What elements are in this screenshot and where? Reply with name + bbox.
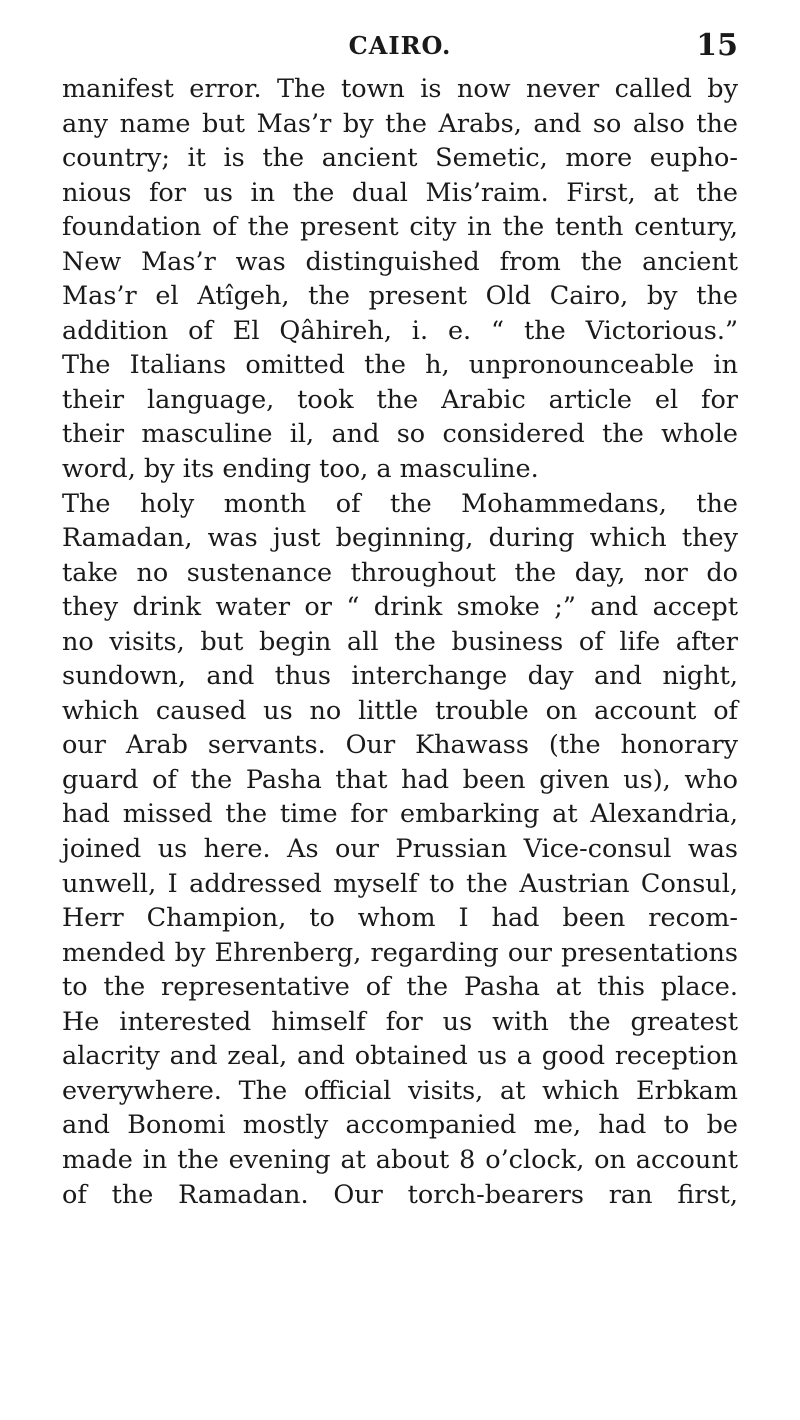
page-number: 15 <box>696 28 738 63</box>
text-line: He interested himself for us with the greatest <box>62 1006 738 1037</box>
text-line: everywhere. The official visits, at which Erbkam <box>62 1075 738 1106</box>
text-line: foundation of the present city in the tenth century, <box>62 212 738 243</box>
text-line: New Mas’r was distinguished from the ancient <box>62 246 738 277</box>
text-line: alacrity and zeal, and obtained us a good reception <box>62 1041 738 1072</box>
text-line: joined us here. As our Prussian Vice-consul was <box>62 834 738 865</box>
text-line: The Italians omitted the h, unpronounceable in <box>62 350 738 381</box>
text-line: our Arab servants. Our Khawass (the honorary <box>62 730 738 761</box>
text-line: addition of El Qâhireh, i. e. “ the Victorious.” <box>62 315 738 346</box>
text-line: Mas’r el Atîgeh, the present Old Cairo, by the <box>62 281 738 312</box>
text-line: their language, took the Arabic article el for <box>62 384 738 415</box>
text-line: which caused us no little trouble on account of <box>62 695 738 726</box>
text-line: mended by Ehrenberg, regarding our presentations <box>62 937 738 968</box>
text-line: they drink water or “ drink smoke ;” and accept <box>62 592 738 623</box>
text-line: unwell, I addressed myself to the Austrian Consul, <box>62 868 738 899</box>
text-line: country; it is the ancient Semetic, more eupho- <box>62 143 738 174</box>
text-line: and Bonomi mostly accompanied me, had to be <box>62 1110 738 1141</box>
text-line: no visits, but begin all the business of life after <box>62 626 738 657</box>
text-line: Herr Champion, to whom I had been recom- <box>62 903 738 934</box>
running-title: CAIRO. <box>348 31 452 60</box>
text-line: word, by its ending too, a masculine. <box>62 454 539 485</box>
text-line: had missed the time for embarking at Alexandria, <box>62 799 738 830</box>
text-line: nious for us in the dual Mis’raim. First, at the <box>62 177 738 208</box>
body-text <box>62 72 738 1212</box>
text-line: of the Ramadan. Our torch-bearers ran first, <box>62 1179 738 1210</box>
text-line: The holy month of the Mohammedans, the <box>62 488 738 519</box>
running-head <box>62 28 738 64</box>
text-line: made in the evening at about 8 o’clock, on account <box>62 1144 738 1175</box>
text-line: any name but Mas’r by the Arabs, and so also the <box>62 108 738 139</box>
text-line: take no sustenance throughout the day, nor do <box>62 557 738 588</box>
text-line: manifest error. The town is now never called by <box>62 74 738 104</box>
text-line: their masculine il, and so considered the whole <box>62 419 738 450</box>
text-line: to the representative of the Pasha at this place. <box>62 972 738 1003</box>
text-line: guard of the Pasha that had been given us), who <box>62 764 738 795</box>
text-line: Ramadan, was just beginning, during which they <box>62 523 738 554</box>
text-line: sundown, and thus interchange day and night, <box>62 661 738 692</box>
